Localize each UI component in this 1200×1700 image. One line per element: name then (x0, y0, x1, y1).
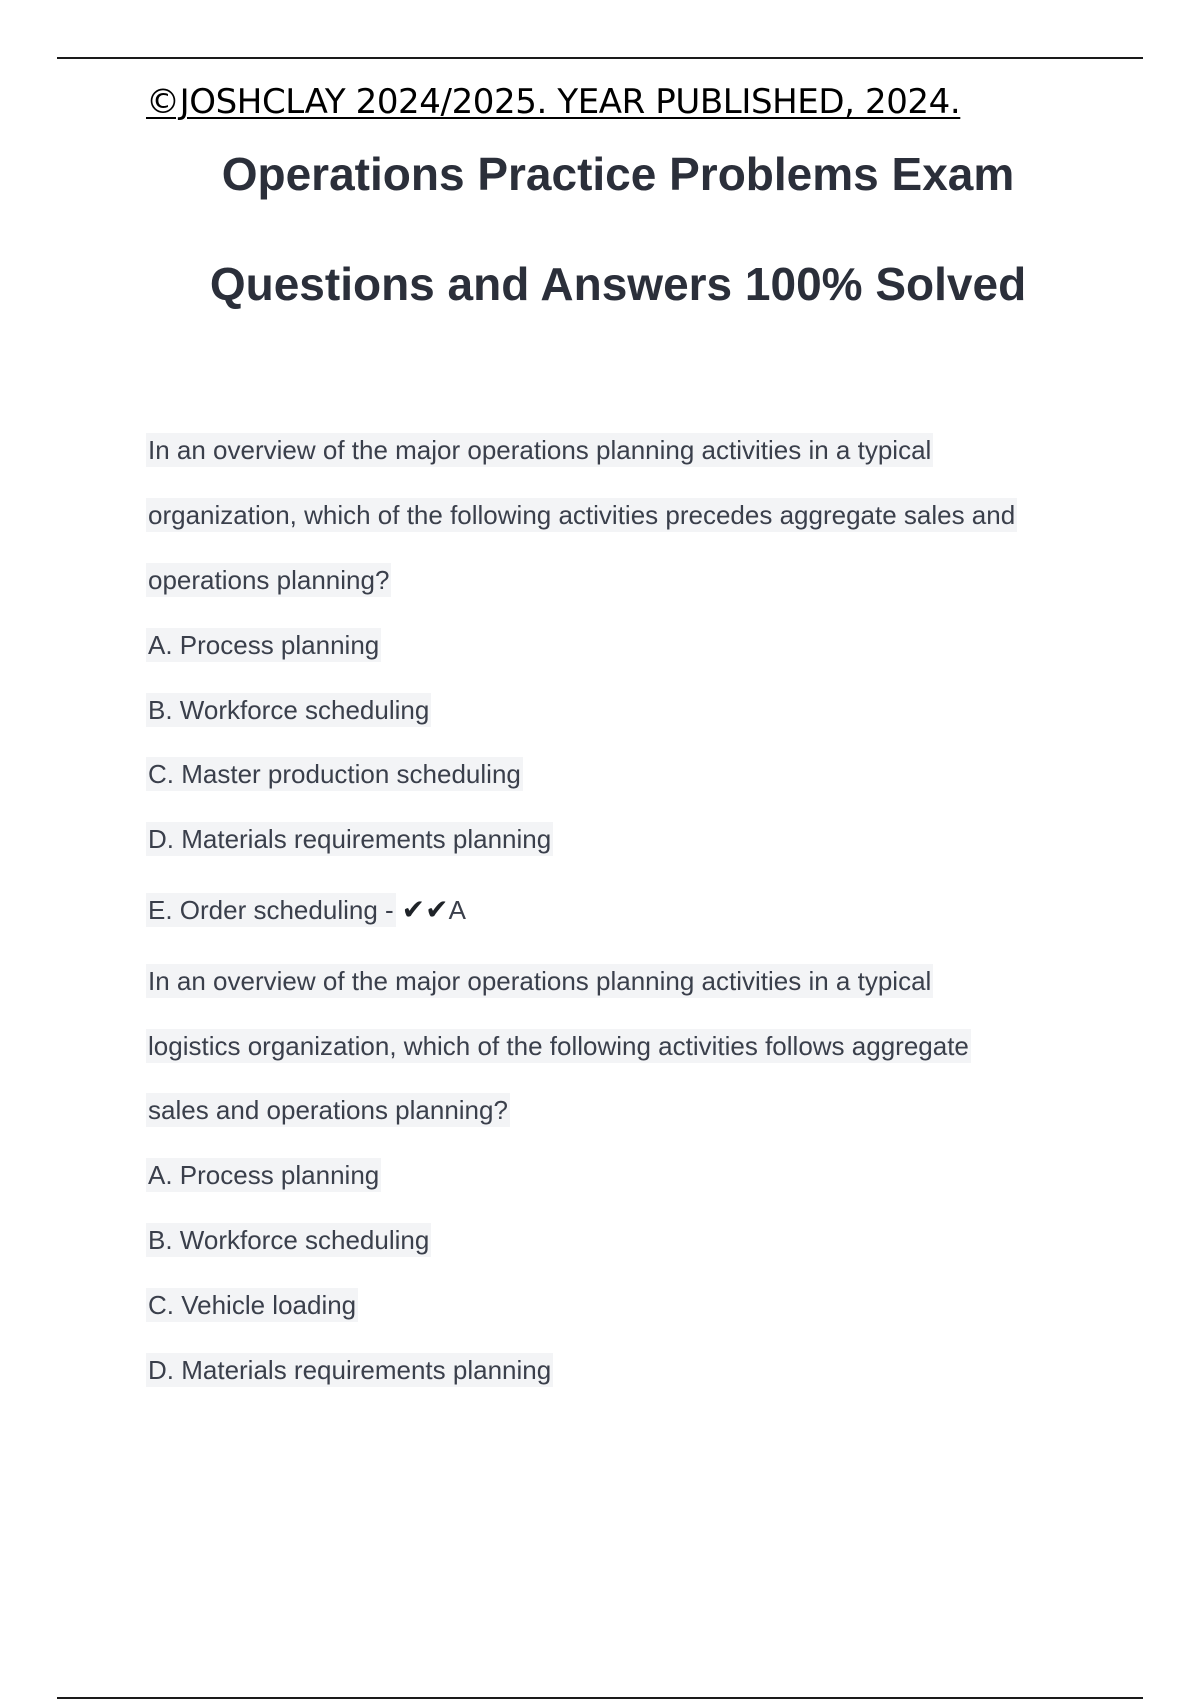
document-title-line-1: Operations Practice Problems Exam (221, 148, 1015, 200)
option-text: A. Process planning (148, 1160, 380, 1190)
bottom-rule (57, 1697, 1143, 1699)
question-2-line-3 (146, 1093, 510, 1127)
option-text: E. Order scheduling - (148, 895, 394, 925)
question-text: In an overview of the major operations planning activities in a typical (148, 435, 932, 465)
question-1-option-a (146, 628, 381, 662)
question-2-line-2 (146, 1029, 971, 1063)
question-2-option-a (146, 1158, 381, 1192)
option-text: B. Workforce scheduling (148, 1225, 430, 1255)
question-2-option-b (146, 1223, 431, 1257)
question-1-option-d (146, 822, 553, 856)
question-1-line-2 (146, 498, 1017, 532)
copyright-header: ©JOSHCLAY 2024/2025. YEAR PUBLISHED, 2024. (146, 82, 961, 122)
option-text: A. Process planning (148, 630, 380, 660)
question-2-option-c (146, 1288, 358, 1322)
question-1-option-e (146, 893, 466, 927)
option-text: C. Master production scheduling (148, 759, 521, 789)
question-1-line-3 (146, 563, 391, 597)
question-text: organization, which of the following activities precedes aggregate sales and (148, 500, 1016, 530)
document-title-line-2: Questions and Answers 100% Solved (209, 258, 1027, 310)
question-text: logistics organization, which of the following activities follows aggregate (148, 1031, 969, 1061)
question-1-option-c (146, 757, 523, 791)
question-2-option-d (146, 1353, 553, 1387)
top-rule (57, 57, 1143, 59)
question-text: sales and operations planning? (148, 1095, 508, 1125)
answer-letter: A (448, 895, 466, 925)
question-1-option-b (146, 693, 431, 727)
option-text: D. Materials requirements planning (148, 1355, 552, 1385)
question-text: operations planning? (148, 565, 390, 595)
question-text: In an overview of the major operations planning activities in a typical (148, 966, 932, 996)
double-check-icon: ✔✔ (401, 894, 449, 925)
question-2-line-1 (146, 964, 933, 998)
option-text: B. Workforce scheduling (148, 695, 430, 725)
option-text: D. Materials requirements planning (148, 824, 552, 854)
question-1-line-1 (146, 433, 933, 467)
option-text: C. Vehicle loading (148, 1290, 357, 1320)
